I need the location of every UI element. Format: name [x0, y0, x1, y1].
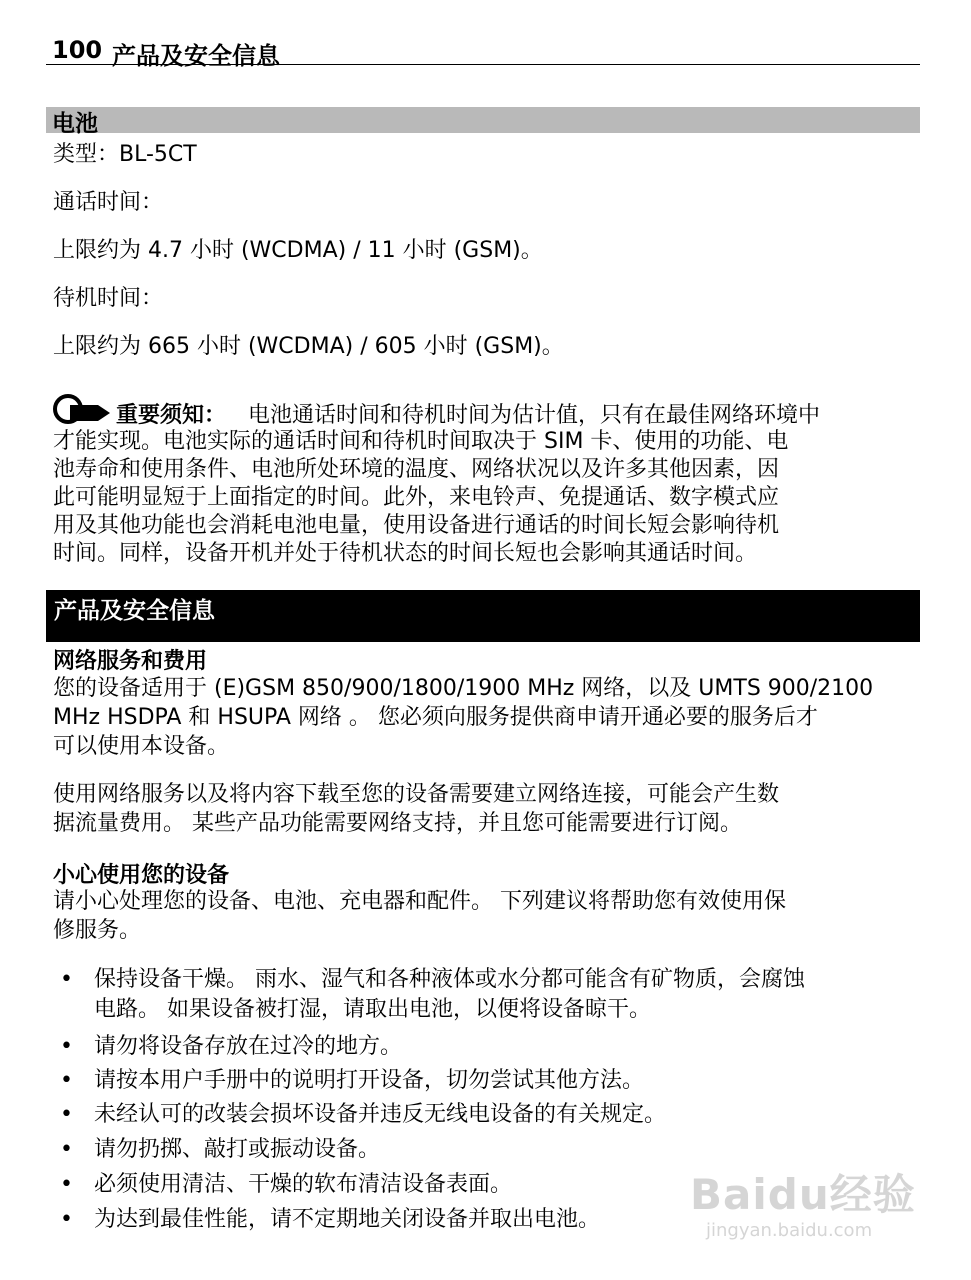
page-number: 100 [52, 36, 103, 64]
bullet-marker: • [60, 1137, 73, 1162]
bullet-marker: • [60, 1172, 73, 1197]
care-bullet-item: 保持设备干燥。 雨水、湿气和各种液体或水分都可能含有矿物质，会腐蚀 [94, 967, 805, 992]
care-bullet-item: 必须使用清洁、干燥的软布清洁设备表面。 [94, 1172, 513, 1197]
important-note-line: 池寿命和使用条件、电池所处环境的温度、网络状况以及许多其他因素，因 [53, 457, 780, 482]
header-title: 产品及安全信息 [112, 42, 280, 70]
battery-type: 类型：BL-5CT [53, 142, 197, 167]
care-subheading: 小心使用您的设备 [53, 863, 230, 888]
important-note-label: 重要须知： [116, 403, 227, 428]
network-fees-line: 使用网络服务以及将内容下载至您的设备需要建立网络连接，可能会产生数 [53, 782, 780, 807]
care-bullet-item: 为达到最佳性能，请不定期地关闭设备并取出电池。 [94, 1207, 601, 1232]
battery-heading-bar [46, 107, 920, 137]
bullet-marker: • [60, 1034, 73, 1059]
bullet-marker: • [60, 967, 73, 992]
standby-time-label: 待机时间： [53, 286, 164, 311]
bullet-marker: • [60, 1068, 73, 1093]
important-note-line: 用及其他功能也会消耗电池电量，使用设备进行通话的时间长短会影响待机 [53, 513, 780, 538]
network-paragraph-line: 可以使用本设备。 [53, 734, 230, 759]
care-bullet-item: 请按本用户手册中的说明打开设备，切勿尝试其他方法。 [94, 1068, 645, 1093]
care-intro-line: 请小心处理您的设备、电池、充电器和配件。 下列建议将帮助您有效使用保 [53, 889, 786, 914]
battery-heading: 电池 [52, 111, 98, 137]
care-bullet-item: 请勿将设备存放在过冷的地方。 [94, 1034, 403, 1059]
important-note-text: 电池通话时间和待机时间为估计值，只有在最佳网络环境中 [248, 403, 821, 428]
care-bullet-item: 请勿扔掷、敲打或振动设备。 [94, 1137, 381, 1162]
care-bullet-item: 未经认可的改装会损坏设备并违反无线电设备的有关规定。 [94, 1102, 667, 1127]
care-bullet-item-cont: 电路。 如果设备被打湿，请取出电池，以便将设备晾干。 [94, 997, 651, 1022]
safety-heading: 产品及安全信息 [54, 598, 215, 624]
network-subheading: 网络服务和费用 [53, 649, 208, 674]
watermark-logo: Baidu经验 [690, 1170, 916, 1219]
care-intro-line: 修服务。 [53, 918, 142, 943]
bullet-marker: • [60, 1102, 73, 1127]
bullet-marker: • [60, 1207, 73, 1232]
safety-heading-bar [46, 590, 920, 642]
network-fees-line: 据流量费用。 某些产品功能需要网络支持，并且您可能需要进行订阅。 [53, 811, 742, 836]
important-note-line: 此可能明显短于上面指定的时间。此外，来电铃声、免提通话、数字模式应 [53, 485, 780, 510]
network-paragraph-line: 您的设备适用于 (E)GSM 850/900/1800/1900 MHz 网络，以及 UMTS 900/2100 [53, 676, 874, 701]
talk-time-label: 通话时间： [53, 190, 164, 215]
important-note-line: 才能实现。电池实际的通话时间和待机时间取决于 SIM 卡、使用的功能、电 [53, 429, 789, 454]
talk-time-value: 上限约为 4.7 小时 (WCDMA) / 11 小时 (GSM)。 [53, 238, 543, 263]
network-paragraph-line: MHz HSDPA 和 HSUPA 网络 。 您必须向服务提供商申请开通必要的服务后才 [53, 705, 818, 730]
important-note-line: 时间。同样，设备开机并处于待机状态的时间长短也会影响其通话时间。 [53, 541, 758, 566]
page-header [46, 32, 920, 70]
watermark-url: jingyan.baidu.com [706, 1220, 873, 1241]
important-note-icon [52, 393, 112, 425]
standby-time-value: 上限约为 665 小时 (WCDMA) / 605 小时 (GSM)。 [53, 334, 564, 359]
baidu-watermark [690, 1162, 930, 1262]
